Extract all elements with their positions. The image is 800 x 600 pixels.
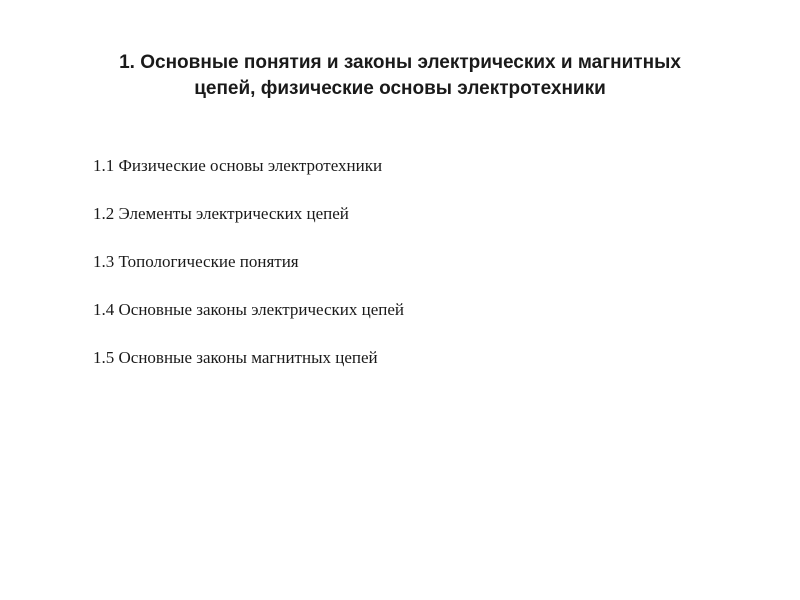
- slide-title-line-1: 1. Основные понятия и законы электрических и магнитных: [119, 52, 681, 73]
- section-item-1-5: 1.5 Основные законы магнитных цепей: [93, 348, 378, 367]
- section-item-1-3: 1.3 Топологические понятия: [93, 252, 299, 271]
- section-list: [93, 155, 404, 395]
- slide-title: [40, 50, 760, 102]
- slide-title-line-2: цепей, физические основы электротехники: [194, 78, 606, 99]
- section-item-1-2: 1.2 Элементы электрических цепей: [93, 204, 349, 223]
- section-item-1-1: 1.1 Физические основы электротехники: [93, 156, 383, 175]
- section-item-1-4: 1.4 Основные законы электрических цепей: [93, 300, 405, 319]
